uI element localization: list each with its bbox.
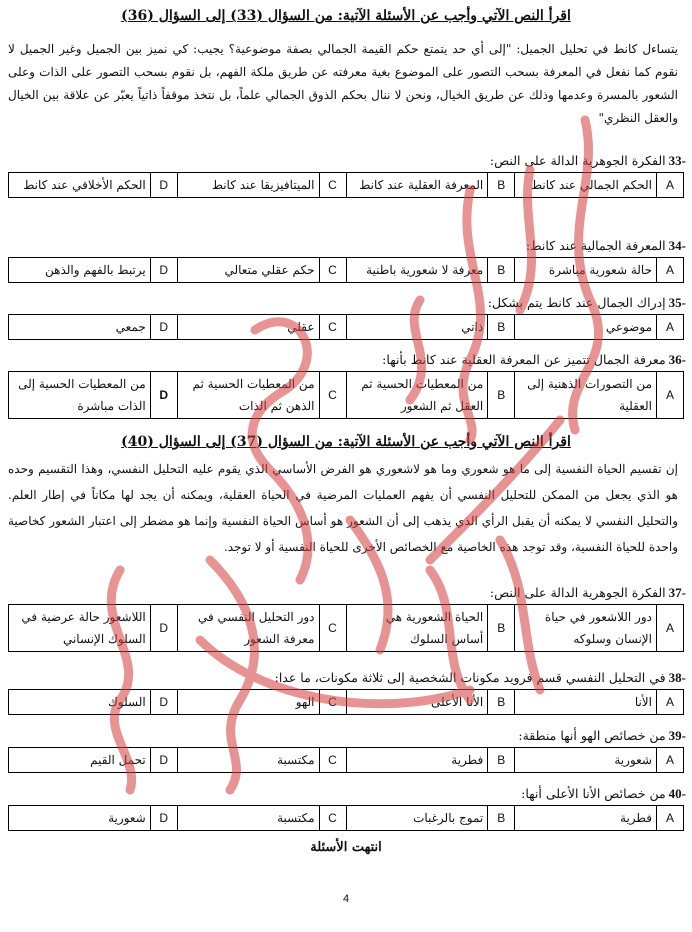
option-letter: B	[488, 258, 515, 283]
question-39: -39من خصائص الهو أنها منطقة:	[518, 728, 686, 743]
option-letter: A	[657, 690, 684, 715]
option-d[interactable]: السلوك	[9, 690, 151, 715]
section2-passage: إن تقسيم الحياة النفسية إلى ما هو شعوري وما هو لاشعوري هو الفرض الأساسي الذي يقوم عليه التحليل النفسي، وهذا التقسيم وحده هو الذي يجعل من الممكن للتحليل النفسي أن يفهم العمليات المرضية في الحياة العقلية، ويمكنه أن يجد لها مكاناً في إطار العلم. والتحليل النفسي لا يمكنه أن يقبل الرأي الذي يذهب إلى أن الشعور هو أساس الحياة النفسية وإنما هو مضطر إلى اعتبار الشعور كخاصية واحدة للحياة النفسية، وقد توجد هذه الخاصية مع الخصائص الأخرى للحياة النفسية أو لا توجد.	[8, 462, 678, 554]
options-table-34	[8, 257, 684, 283]
option-letter: A	[657, 173, 684, 198]
option-letter: A	[657, 315, 684, 340]
section1-passage: يتساءل كانط في تحليل الجميل: "إلى أي حد يتمتع حكم القيمة الجمالي بصفة موضوعية؟ يجيب: كي نميز بين الجميل وغير الجميل لا نقوم كما نفعل في المعرفة بسحب التصور على الموضوع بغية معرفته عن طريق ملكة الفهم، بل نقوم بسحب التصور على الذات وعلى الشعور بالمسرة وعدمها وذلك عن طريق الخيال، ونحن لا ننال بحكم الذوق الجمالي علماً، بل نتخذ موقفاً ذاتياً يعبّر عن علاقة بين الخيال والعقل النظري"	[8, 42, 678, 125]
option-a[interactable]: حالة شعورية مباشرة	[515, 258, 657, 283]
option-letter: B	[488, 806, 515, 831]
option-c[interactable]: عقلي	[177, 315, 319, 340]
option-letter: B	[488, 372, 515, 419]
option-b[interactable]: من المعطيات الحسية ثم العقل ثم الشعور	[346, 372, 488, 419]
option-b[interactable]: المعرفة العقلية عند كانط	[346, 173, 488, 198]
question-33: -33الفكرة الجوهرية الدالة على النص:	[489, 153, 686, 168]
question-38: -38في التحليل النفسي قسم فرويد مكونات الشخصية إلى ثلاثة مكونات، ما عدا:	[274, 670, 686, 685]
page-number: 4	[342, 893, 350, 905]
section1-title: اقرأ النص الآتي وأجب عن الأسئلة الآتية: من السؤال (33) إلى السؤال (36)	[121, 8, 571, 24]
option-letter: C	[319, 690, 346, 715]
option-letter: D	[150, 372, 177, 419]
options-table-33	[8, 172, 684, 198]
option-a[interactable]: شعورية	[515, 748, 657, 773]
option-a[interactable]: الحكم الجمالي عند كانط	[515, 173, 657, 198]
options-table-37	[8, 604, 684, 652]
option-letter: D	[150, 315, 177, 340]
option-c[interactable]: مكتسبة	[177, 806, 319, 831]
options-table-39	[8, 747, 684, 773]
option-c[interactable]: الهو	[177, 690, 319, 715]
option-letter: B	[488, 605, 515, 652]
option-letter: B	[488, 690, 515, 715]
option-c[interactable]: الميتافيزيقا عند كانط	[177, 173, 319, 198]
option-letter: A	[657, 372, 684, 419]
option-d[interactable]: الحكم الأخلاقي عند كانط	[9, 173, 151, 198]
question-35: -35إدراك الجمال عند كانط يتم بشكل:	[487, 295, 686, 310]
option-letter: A	[657, 748, 684, 773]
option-b[interactable]: الأنا الأعلى	[346, 690, 488, 715]
option-letter: A	[657, 258, 684, 283]
options-table-38	[8, 689, 684, 715]
option-letter: C	[319, 258, 346, 283]
option-letter: D	[150, 690, 177, 715]
option-c[interactable]: من المعطيات الحسية ثم الذهن ثم الذات	[177, 372, 319, 419]
option-letter: D	[150, 605, 177, 652]
option-letter: B	[488, 315, 515, 340]
option-a[interactable]: من التصورات الذهنية إلى العقلية	[515, 372, 657, 419]
option-letter: C	[319, 315, 346, 340]
option-b[interactable]: معرفة لا شعورية باطنية	[346, 258, 488, 283]
question-34: -34المعرفة الجمالية عند كانط:	[525, 238, 686, 253]
options-table-40	[8, 805, 684, 831]
option-b[interactable]: ذاتي	[346, 315, 488, 340]
option-b[interactable]: الحياة الشعورية هي أساس السلوك	[346, 605, 488, 652]
option-letter: C	[319, 372, 346, 419]
question-36: -36معرفة الجمال تتميز عن المعرفة العقلية عند كانط بأنها:	[382, 352, 686, 367]
option-letter: C	[319, 605, 346, 652]
option-b[interactable]: تموج بالرغبات	[346, 806, 488, 831]
section2-title: اقرأ النص الآتي وأجب عن الأسئلة الآتية: من السؤال (37) إلى السؤال (40)	[121, 434, 571, 450]
question-37: -37الفكرة الجوهرية الدالة على النص:	[489, 585, 686, 600]
option-d[interactable]: اللاشعور حالة عرضية في السلوك الإنساني	[9, 605, 151, 652]
option-letter: A	[657, 605, 684, 652]
options-table-36	[8, 371, 684, 419]
option-letter: C	[319, 748, 346, 773]
end-of-questions: انتهت الأسئلة	[310, 840, 382, 855]
option-c[interactable]: حكم عقلي متعالي	[177, 258, 319, 283]
option-d[interactable]: من المعطيات الحسية إلى الذات مباشرة	[9, 372, 151, 419]
option-letter: D	[150, 258, 177, 283]
option-letter: C	[319, 173, 346, 198]
option-letter: B	[488, 173, 515, 198]
option-letter: C	[319, 806, 346, 831]
option-d[interactable]: جمعي	[9, 315, 151, 340]
option-c[interactable]: مكتسبة	[177, 748, 319, 773]
option-letter: B	[488, 748, 515, 773]
option-letter: D	[150, 806, 177, 831]
option-a[interactable]: الأنا	[515, 690, 657, 715]
option-a[interactable]: فطرية	[515, 806, 657, 831]
option-a[interactable]: دور اللاشعور في حياة الإنسان وسلوكه	[515, 605, 657, 652]
option-letter: D	[150, 748, 177, 773]
option-d[interactable]: شعورية	[9, 806, 151, 831]
option-letter: A	[657, 806, 684, 831]
option-a[interactable]: موضوعي	[515, 315, 657, 340]
question-40: -40من خصائص الأنا الأعلى أنها:	[521, 786, 686, 801]
option-d[interactable]: تحمل القيم	[9, 748, 151, 773]
option-d[interactable]: يرتبط بالفهم والذهن	[9, 258, 151, 283]
option-letter: D	[150, 173, 177, 198]
option-b[interactable]: فطرية	[346, 748, 488, 773]
options-table-35	[8, 314, 684, 340]
option-c[interactable]: دور التحليل النفسي في معرفة الشعور	[177, 605, 319, 652]
